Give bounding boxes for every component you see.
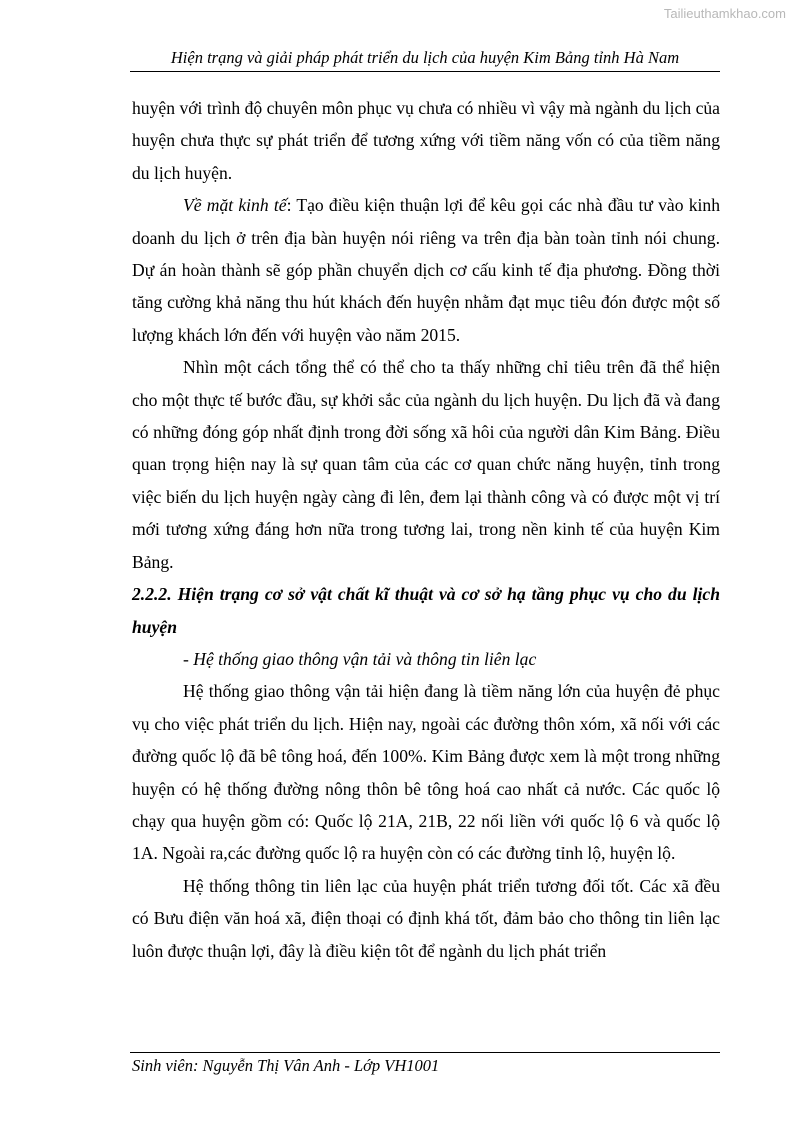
paragraph-4: Hệ thống giao thông vận tải hiện đang là tiềm năng lớn của huyện đẻ phục vụ cho việc phát triển du lịch. Hiện nay, ngoài các đường thôn xóm, xã nối với các đường quốc lộ đã bê tông hoá, đến 100%. Kim Bảng được xem là một trong những huyện có hệ thống đường nông thôn bê tông hoá cao nhất cả nước. Các quốc lộ chạy qua huyện gồm có: Quốc lộ 21A, 21B, 22 nối liền với quốc lộ 6 và quốc lộ 1A. Ngoài ra,các đường quốc lộ ra huyện còn có các đường tỉnh lộ, huyện lộ. xyxy=(132,681,720,864)
paragraph-5: Hệ thống thông tin liên lạc của huyện phát triển tương đối tốt. Các xã đều có Bưu điện văn hoá xã, điện thoại có định khá tốt, đảm bảo cho thông tin liên lạc luôn được thuận lợi, đây là điều kiện tôt để ngành du lịch phát triển xyxy=(132,875,720,961)
paragraph-2 xyxy=(132,189,720,351)
footer-divider xyxy=(130,1052,720,1053)
watermark: Tailieuthamkhao.com xyxy=(663,6,786,21)
paragraph-3: Nhìn một cách tổng thể có thể cho ta thấy những chỉ tiêu trên đã thể hiện cho một thực tế bước đầu, sự khởi sắc của ngành du lịch huyện. Du lịch đã và đang có những đóng góp nhất định trong đời sống xã hôi của người dân Kim Bảng. Điều quan trọng hiện nay là sự quan tâm của các cơ quan chức năng huyện, tỉnh trong việc biến du lịch huyện ngày càng đi lên, đem lại thành công và có được một vị trí mới tương xứng đáng hơn nữa trong tương lai, trong nền kinh tế của huyện Kim Bảng. xyxy=(132,357,720,572)
header-divider xyxy=(130,71,720,72)
section-heading: 2.2.2. Hiện trạng cơ sở vật chất kĩ thuật và cơ sở hạ tầng phục vụ cho du lịch huyện xyxy=(132,584,720,637)
page-header-title: Hiện trạng và giải pháp phát triển du lịch của huyện Kim Bảng tỉnh Hà Nam xyxy=(170,48,680,67)
page-footer: Sinh viên: Nguyễn Thị Vân Anh - Lớp VH1001 xyxy=(132,1056,440,1075)
paragraph-2-label: Về mặt kinh tế xyxy=(183,195,287,216)
paragraph-1: huyện với trình độ chuyên môn phục vụ chưa có nhiều vì vậy mà ngành du lịch của huyện chưa thực sự phát triển để tương xứng với tiềm năng vốn có của tiềm năng du lịch huyện. xyxy=(132,98,720,183)
paragraph-2-text: : Tạo điều kiện thuận lợi để kêu gọi các nhà đầu tư vào kinh doanh du lịch ở trên địa bàn huyện nói riêng va trên địa bàn toàn tỉnh nói chung. Dự án hoàn thành sẽ góp phần chuyển dịch cơ cấu kinh tế địa phương. Đồng thời tăng cường khả năng thu hút khách đến huyện nhằm đạt mục tiêu đón được một số lượng khách lớn đến với huyện vào năm 2015. xyxy=(132,195,720,345)
document-body xyxy=(132,92,720,967)
subheading: - Hệ thống giao thông vận tải và thông tin liên lạc xyxy=(183,648,537,669)
